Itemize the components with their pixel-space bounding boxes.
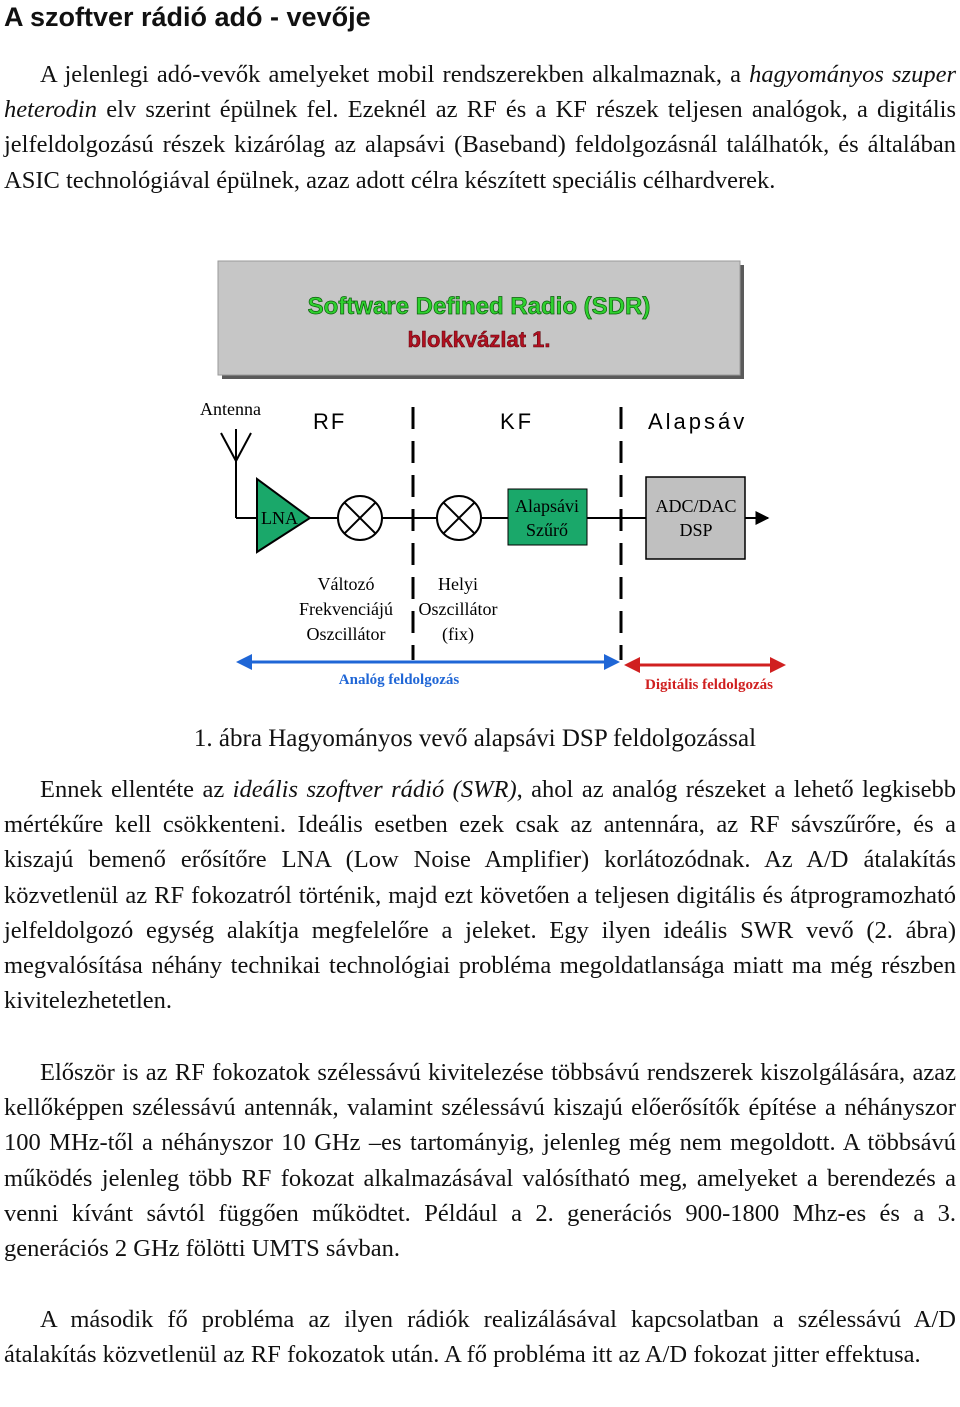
mixer-1-icon [338, 496, 382, 540]
ideal-swr-lead: Ennek ellentéte az [40, 776, 233, 803]
ideal-swr-italic: ideális szoftver rádió (SWR) [232, 776, 517, 803]
vco-label-2: Frekvenciájú [299, 599, 393, 619]
adc-dsp-block [646, 477, 745, 559]
ad-conversion-paragraph: A második fő probléma az ilyen rádiók realizálásával kapcsolatban a szélessávú A/D átalakítás közvetlenül az RF fokozatok után. A fő probléma itt az A/D fokozat jitter effektusa. [4, 1306, 956, 1369]
vco-label-1: Változó [317, 574, 375, 594]
filter-label-1: Alapsávi [515, 496, 579, 516]
filter-label-2: Szűrő [526, 520, 568, 540]
baseband-section-label: Alapsáv [648, 409, 748, 434]
digital-processing-arrow [624, 657, 786, 673]
rf-section-label: RF [313, 409, 347, 434]
intro-paragraph [4, 57, 956, 198]
figure-caption [0, 722, 960, 756]
lo-label-1: Helyi [438, 574, 478, 594]
digital-processing-label: Digitális feldolgozás [645, 677, 773, 693]
ideal-swr-paragraph [4, 772, 956, 1018]
diagram-header-title: Software Defined Radio (SDR) [307, 293, 651, 320]
antenna-label: Antenna [200, 399, 261, 419]
diagram-header-subtitle: blokkvázlat 1. [407, 327, 551, 352]
kf-section-label: KF [500, 409, 535, 434]
analog-processing-arrow [236, 654, 620, 670]
figure-caption-text: 1. ábra Hagyományos vevő alapsávi DSP feldolgozással [193, 725, 757, 752]
mixer-2-icon [437, 496, 481, 540]
antenna-icon [221, 429, 251, 518]
intro-paragraph-rest: elv szerint épülnek fel. Ezeknél az RF és a KF részek teljesen analógok, a digitális jelfeldolgozású részek kizárólag az alapsávi (Baseband) feldolgozásnál találhatók, és általában ASIC technológiával épülnek, azaz adott célra készített speciális célhardverek. [4, 96, 956, 194]
lo-label-2: Oszcillátor [418, 599, 498, 619]
lo-label-3: (fix) [442, 624, 474, 644]
analog-processing-label: Analóg feldolgozás [338, 672, 460, 688]
adc-label-1: ADC/DAC [655, 496, 737, 516]
ideal-swr-rest: , ahol az analóg részeket a lehető legkisebb mértékűre kell csökkenteni. Ideális esetben ezek csak az antennára, az RF sávszűrőre, és a kiszajú bemenő erősítőre LNA (Low Noise Amplifier) korlátozódnak. Az A/D átalakítás közvetlenül az RF fokozatról történik, majd ezt követően a teljesen digitális és átprogramozható jelfeldolgozó egység alakítja megfelelőre a jeleket. Egy ilyen ideális SWR vevő (2. ábra) megvalósítása néhány technikai technológiai probléma megoldatlansága miatt ma még részben kivitelezhetetlen. [4, 776, 956, 1015]
intro-paragraph-lead: A jelenlegi adó-vevők amelyeket mobil rendszerekben alkalmaznak, a [40, 61, 750, 88]
vco-label-3: Oszcillátor [306, 624, 386, 644]
rf-stages-paragraph: Először is az RF fokozatok szélessávú kivitelezése többsávú rendszerek kiszolgálására, azaz kellőképpen szélessávú antennák, valamint szélessávú kiszajú előerősítők építése a néhányszor 100 MHz-től a néhányszor 10 GHz –es tartományig, jelenleg még nem megoldott. A többsávú működés jelenleg több RF fokozat alkalmazásával valósítható meg, amelyeket a berendezés a venni kívánt sávtól függően működtet. Például a 2. generációs 900-1800 Mhz-es és a 3. generációs 2 GHz fölötti UMTS sávban. [4, 1059, 956, 1263]
page-title: A szoftver rádió adó - vevője [4, 2, 371, 32]
adc-label-2: DSP [679, 520, 713, 540]
sdr-block-diagram [0, 255, 960, 705]
lna-label: LNA [261, 508, 298, 528]
intro-paragraph-italic: hagyományos szuper heterodin [4, 61, 956, 124]
